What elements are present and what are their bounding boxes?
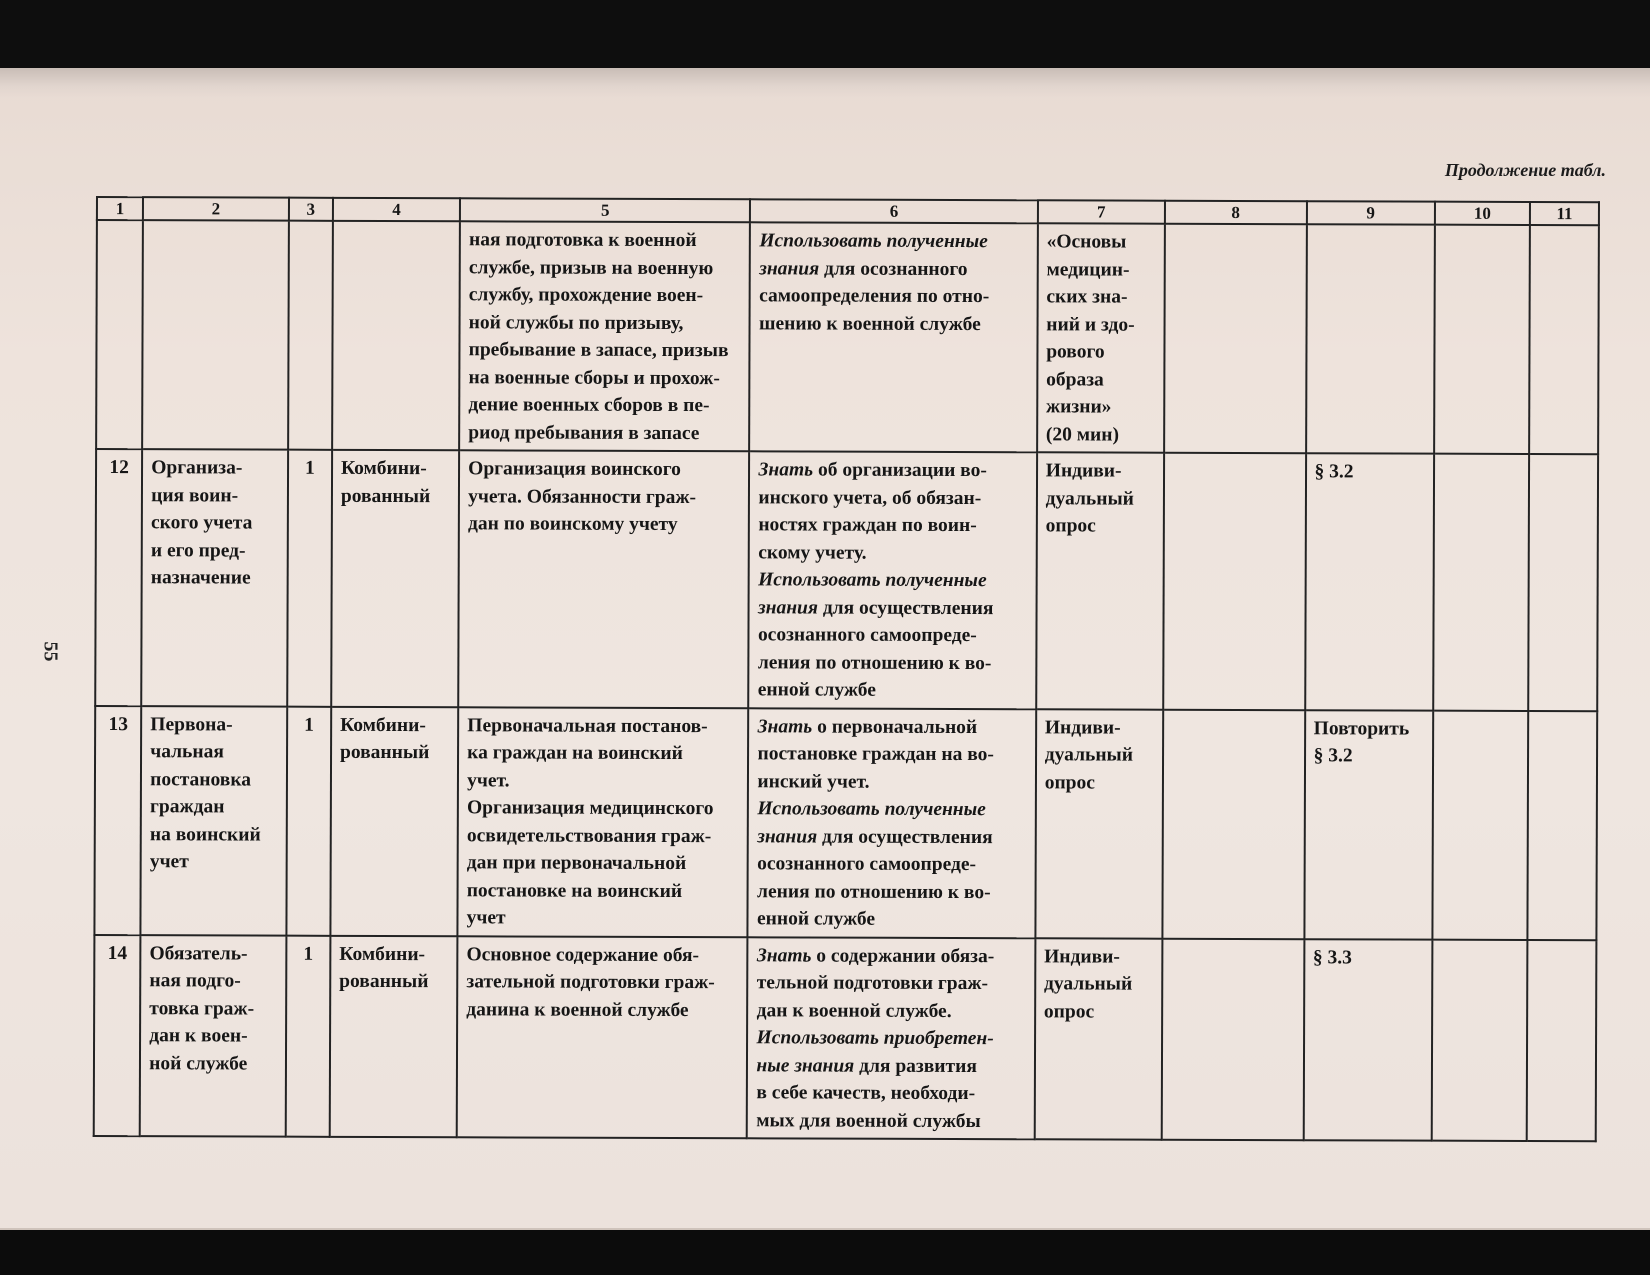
cell-empty <box>96 220 143 449</box>
text-line: рованный <box>339 970 429 993</box>
header-cell: 10 <box>1435 202 1530 225</box>
text-line: дан при первоначальной <box>466 852 687 875</box>
text-line: Организа- <box>151 457 243 479</box>
cell-hours: 1 <box>286 706 331 935</box>
cell-content <box>459 221 750 451</box>
text-line: Знать об организации во- <box>758 459 987 482</box>
table-row <box>96 220 1599 454</box>
text-line: риод пребывания в запасе <box>468 421 700 444</box>
cell-requirements <box>747 937 1035 1140</box>
text-line: енной службе <box>756 908 876 930</box>
text-line: ских зна- <box>1046 286 1128 308</box>
text-line: ского учета <box>150 512 253 534</box>
text-line: дан к воен- <box>149 1025 248 1047</box>
cell-hours: 1 <box>286 935 331 1137</box>
cell-empty <box>1529 225 1599 454</box>
text-line: пребывание в запасе, призыв <box>468 339 729 362</box>
text-line: Организация воинского <box>468 458 681 481</box>
page-fold <box>0 68 1650 98</box>
cell-control <box>1036 452 1164 709</box>
cell-number: 14 <box>94 934 141 1136</box>
header-cell: 5 <box>460 198 750 222</box>
text-line: товка граж- <box>149 997 255 1020</box>
text-line: учет. <box>467 769 510 791</box>
cell-empty <box>1432 710 1528 939</box>
cell-empty <box>288 221 333 450</box>
text-line: осознанного самоопреде- <box>757 853 977 876</box>
cell-empty <box>1306 224 1435 453</box>
text-line: рованный <box>340 485 431 507</box>
cell-empty <box>1527 940 1597 1142</box>
cell-empty <box>1431 939 1527 1141</box>
text-line: назначение <box>150 567 251 589</box>
text-line: Индиви- <box>1044 945 1120 968</box>
text-line: ка граждан на воинский <box>467 742 683 765</box>
text-line: образа <box>1046 368 1104 391</box>
cell-number: 13 <box>94 706 141 935</box>
text-line: § 3.2 <box>1314 461 1354 483</box>
text-line: Комбини- <box>339 943 426 965</box>
header-cell: 4 <box>333 198 460 221</box>
text-line: учет <box>466 907 506 929</box>
cell-empty <box>1433 454 1529 711</box>
cell-content <box>457 936 748 1139</box>
text-line: дуальный <box>1043 973 1133 995</box>
text-line: ные знания для развития <box>756 1054 977 1077</box>
text-line: ления по отношению к во- <box>757 880 991 903</box>
text-line: рованный <box>339 741 430 764</box>
text-line: Организация медицинского <box>466 797 714 820</box>
text-line: на военные сборы и прохож- <box>468 366 720 389</box>
text-line: Знать о первоначальной <box>757 715 978 738</box>
cell-empty <box>1528 454 1598 711</box>
cell-content <box>458 707 749 937</box>
text-line: Индиви- <box>1045 460 1122 482</box>
text-line: Использовать полученные <box>757 798 986 821</box>
cell-requirements <box>750 222 1038 452</box>
text-line: зательной подготовки граж- <box>466 971 715 994</box>
text-line: опрос <box>1045 515 1096 537</box>
text-line: постановке граждан на во- <box>757 743 994 766</box>
header-cell: 11 <box>1530 202 1599 225</box>
text-line: енной службе <box>757 679 876 701</box>
cell-homework <box>1303 939 1432 1141</box>
cell-hours: 1 <box>287 450 332 707</box>
text-line: службу, прохождение воен- <box>468 284 704 307</box>
text-line: знания для осуществления <box>757 825 993 848</box>
header-cell: 6 <box>750 199 1037 223</box>
header-cell: 2 <box>143 197 289 221</box>
cell-type <box>330 706 458 935</box>
cell-requirements <box>748 708 1036 938</box>
text-line: постановка <box>150 768 252 791</box>
text-line: жизни» <box>1045 396 1112 418</box>
cell-empty <box>1164 224 1306 453</box>
cell-number: 12 <box>95 449 142 706</box>
text-line: Использовать полученные <box>759 230 988 253</box>
cell-type <box>331 450 459 707</box>
text-line: знания для осознанного <box>759 257 968 280</box>
cell-content <box>458 450 749 708</box>
text-line: ция воин- <box>151 484 239 506</box>
text-line: учет <box>149 851 189 873</box>
table-row <box>94 706 1597 940</box>
cell-empty <box>142 220 288 450</box>
text-line: Повторить <box>1313 717 1410 740</box>
cell-control <box>1034 938 1162 1140</box>
text-line: § 3.3 <box>1312 946 1352 968</box>
scan-edge <box>0 1230 1650 1275</box>
text-line: опрос <box>1044 771 1095 793</box>
text-line: дуальный <box>1044 744 1134 766</box>
cell-topic <box>141 706 287 936</box>
text-line: рового <box>1046 341 1105 363</box>
text-line: ления по отношению к во- <box>757 651 992 674</box>
text-line: Знать о содержании обяза- <box>756 944 995 967</box>
text-line: Использовать полученные <box>758 569 987 592</box>
text-line: и его пред- <box>150 539 246 562</box>
text-line: ной службы по призыву, <box>468 311 684 334</box>
text-line: медицин- <box>1046 258 1130 281</box>
text-line: самоопределения по отно- <box>759 285 990 308</box>
table-row <box>94 934 1597 1141</box>
text-line: Первоначальная постанов- <box>467 714 708 737</box>
cell-homework <box>1305 453 1434 710</box>
text-line: опрос <box>1043 1000 1095 1022</box>
text-line: скому учету. <box>758 541 867 564</box>
text-line: Использовать приобретен- <box>756 1027 994 1050</box>
text-line: ная подго- <box>149 970 241 992</box>
text-line: службе, призыв на военную <box>468 256 714 279</box>
text-line: шению к военной службе <box>759 312 981 335</box>
cell-type <box>330 935 458 1137</box>
page-number: 55 <box>39 641 62 662</box>
cell-empty <box>1434 225 1530 454</box>
text-line: на воинский <box>149 823 261 846</box>
text-line: знания для осуществления <box>758 596 994 619</box>
text-line: дуальный <box>1045 487 1134 510</box>
text-line: данина к военной службе <box>466 998 689 1021</box>
cell-empty <box>1528 711 1598 940</box>
header-cell: 9 <box>1306 201 1434 224</box>
continuation-label: Продолжение табл. <box>1444 160 1606 180</box>
text-line: мых для военной службы <box>756 1109 981 1132</box>
text-line: ний и здо- <box>1046 313 1135 336</box>
text-line: § 3.2 <box>1313 745 1353 767</box>
text-line: дение военных сборов в пе- <box>468 394 710 417</box>
text-line: осознанного самоопреде- <box>757 624 977 647</box>
text-line: (20 мин) <box>1045 423 1120 446</box>
text-line: в себе качеств, необходи- <box>756 1082 976 1105</box>
cell-homework <box>1304 710 1433 939</box>
text-line: дан к военной службе. <box>756 999 952 1022</box>
text-line: граждан <box>149 796 225 818</box>
header-cell: 1 <box>97 197 143 220</box>
cell-empty <box>1162 709 1304 938</box>
text-line: инского учета, об обязан- <box>758 486 982 509</box>
text-line: Основное содержание обя- <box>466 943 700 966</box>
cell-empty <box>332 221 460 450</box>
cell-topic <box>141 449 288 706</box>
text-line: постановке на воинский <box>466 879 683 902</box>
header-cell: 7 <box>1038 200 1165 223</box>
text-line: ная подготовка к военной <box>468 229 697 252</box>
header-cell: 3 <box>289 198 333 221</box>
text-line: Комбини- <box>340 457 427 480</box>
text-line: тельной подготовки граж- <box>756 972 989 995</box>
text-line: Обязатель- <box>149 942 248 965</box>
text-line: освидетельствования граж- <box>466 824 712 847</box>
cell-empty <box>1162 938 1304 1140</box>
text-line: ной службе <box>149 1052 248 1075</box>
text-line: Индиви- <box>1044 716 1121 739</box>
cell-topic <box>140 935 286 1137</box>
text-line: «Основы <box>1046 231 1127 253</box>
cell-requirements <box>749 451 1037 709</box>
text-line: дан по воинскому учету <box>467 513 678 536</box>
text-line: Первона- <box>150 713 233 735</box>
text-line: чальная <box>150 741 224 763</box>
text-line: учета. Обязанности граж- <box>468 485 697 508</box>
text-line: Комбини- <box>340 714 426 736</box>
table-row <box>95 449 1598 711</box>
cell-empty <box>1163 453 1305 710</box>
text-line: ностях граждан по воин- <box>758 514 977 537</box>
lesson-plan-table <box>93 196 1600 1142</box>
header-cell: 8 <box>1165 201 1307 224</box>
text-line: инский учет. <box>757 770 870 793</box>
cell-control <box>1037 223 1165 452</box>
cell-control <box>1035 709 1163 938</box>
